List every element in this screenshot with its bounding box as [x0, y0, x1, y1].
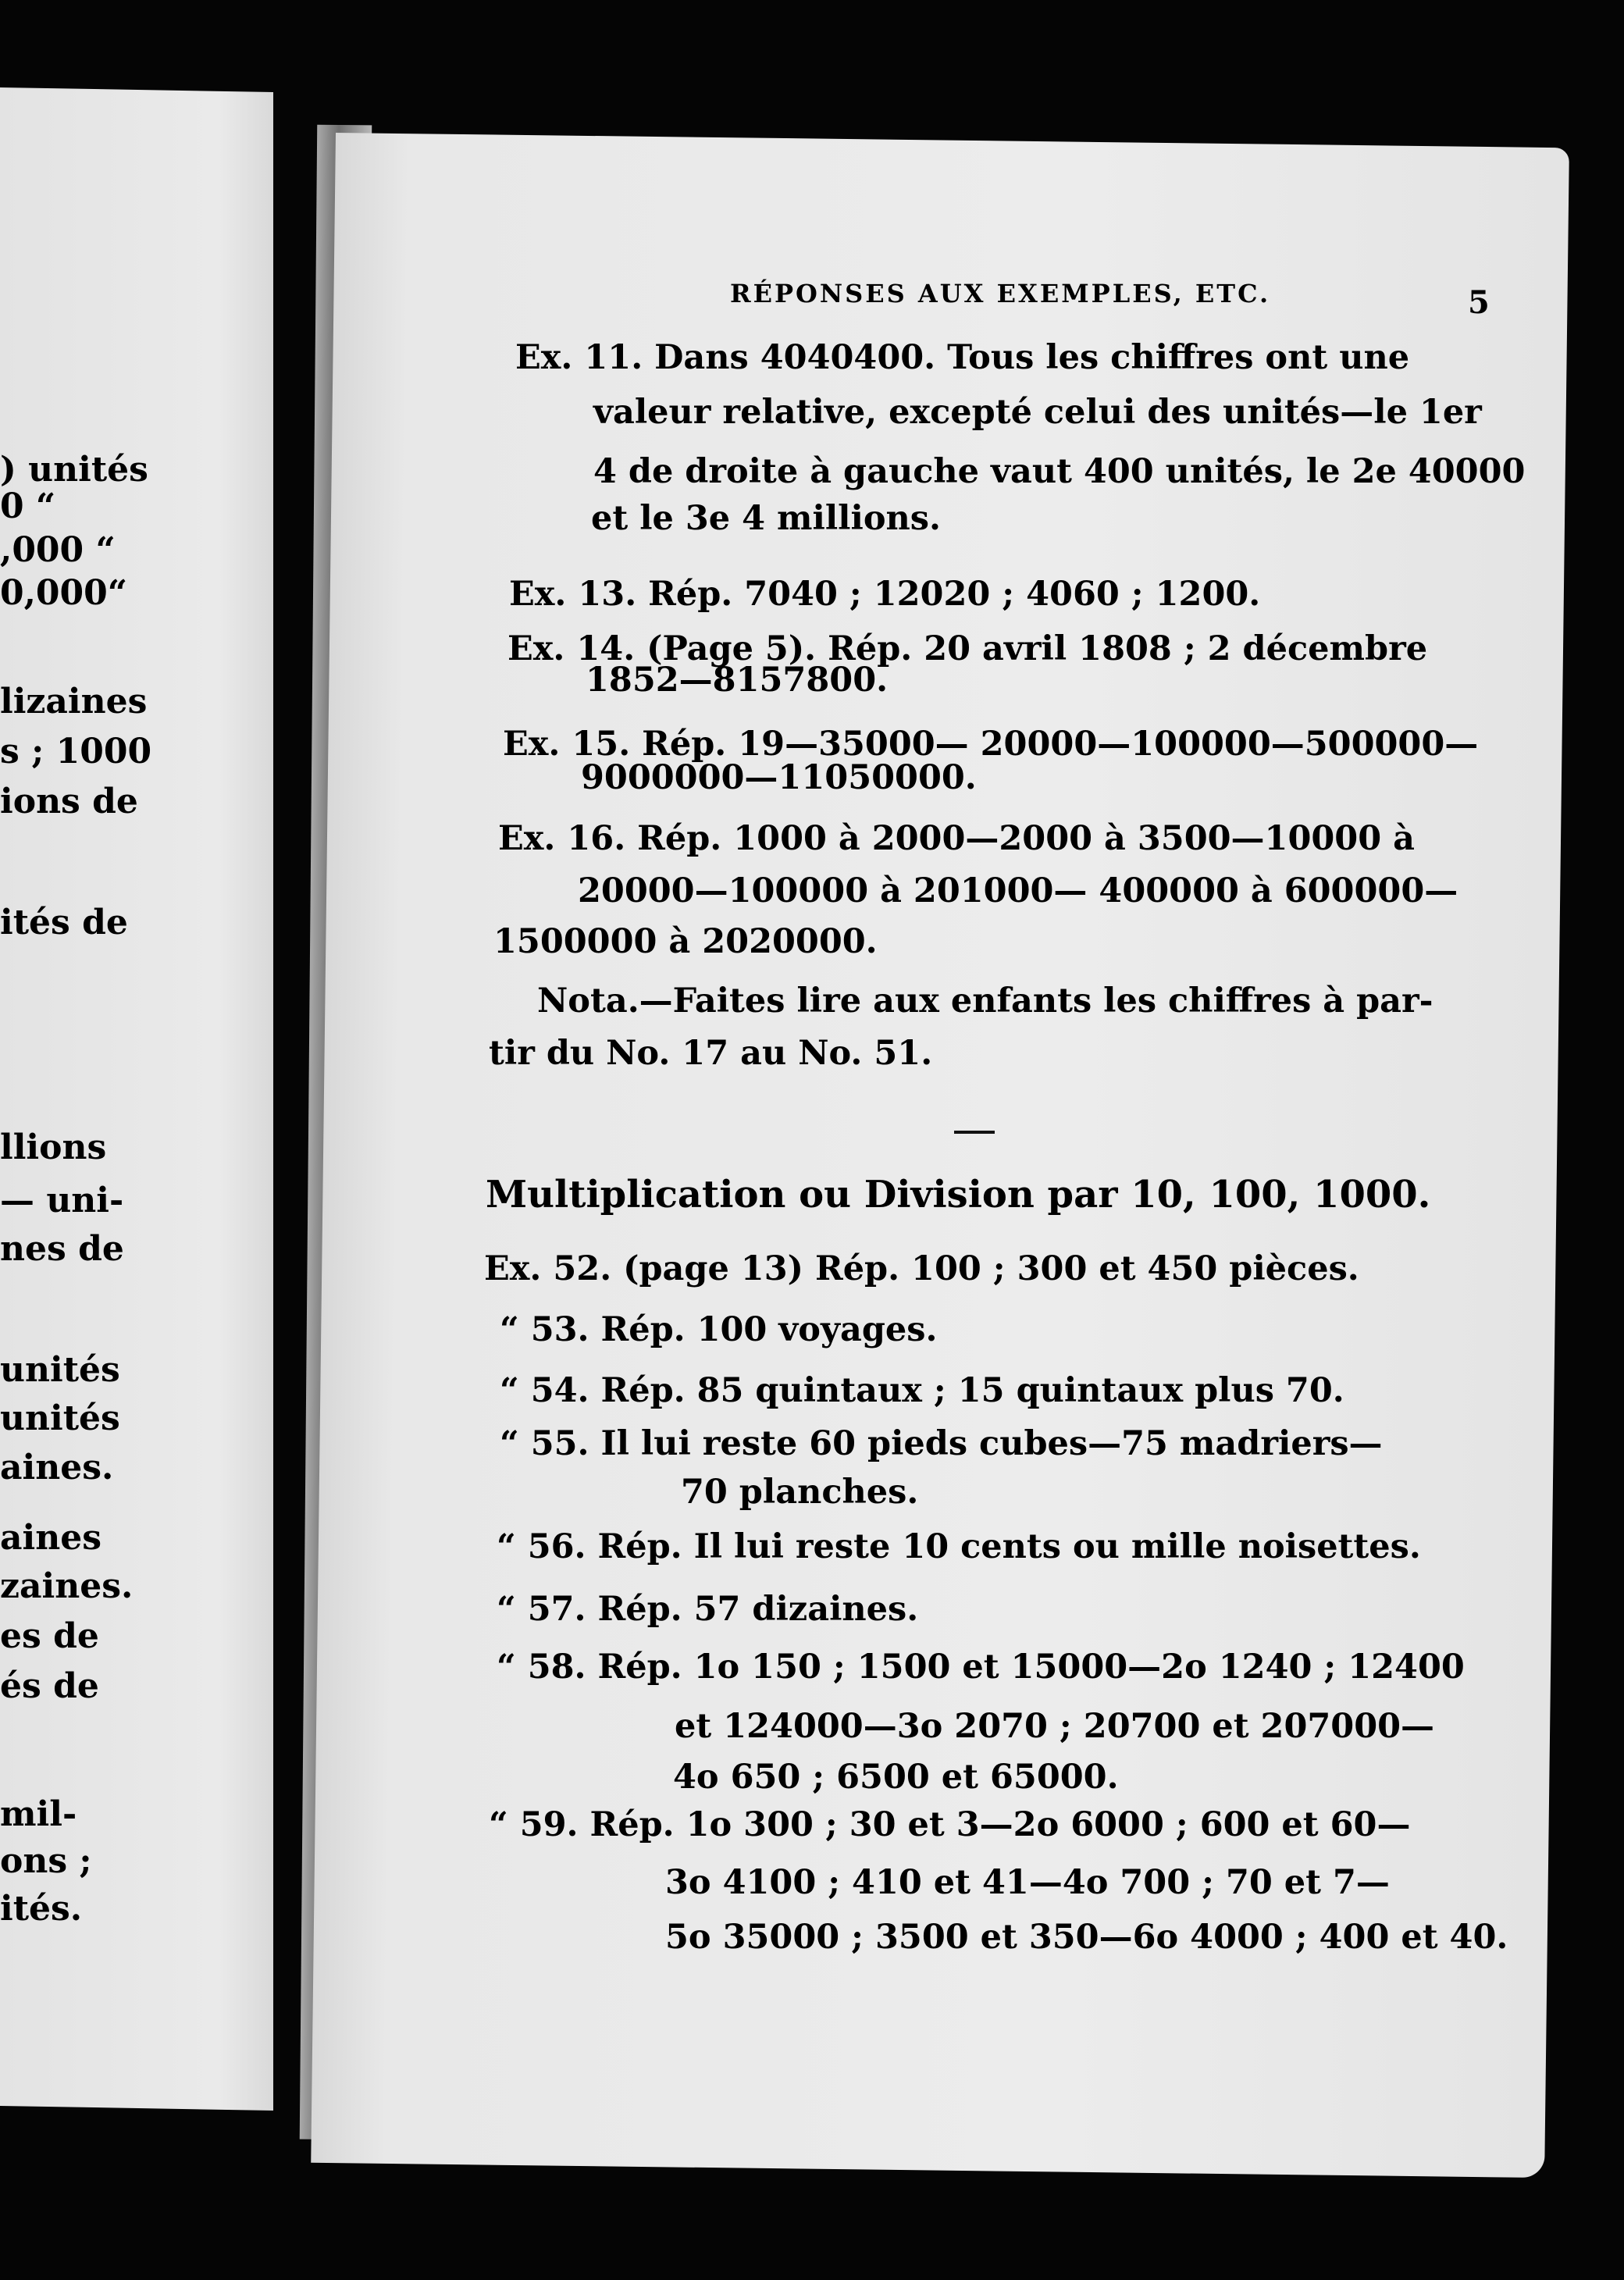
body-line: valeur relative, excepté celui des unités—le 1er: [593, 393, 1482, 432]
body-line: 9000000—11050000.: [581, 758, 977, 797]
left-fragment: zaines.: [0, 1566, 134, 1606]
answer-line: “ 58. Rép. 1o 150 ; 1500 et 15000—2o 1240 ; 12400: [497, 1648, 1465, 1687]
nota-line: Nota.—Faites lire aux enfants les chiffres à par-: [537, 981, 1433, 1021]
answer-line: 5o 35000 ; 3500 et 350—6o 4000 ; 400 et 40.: [665, 1918, 1508, 1957]
answer-line: 3o 4100 ; 410 et 41—4o 700 ; 70 et 7—: [665, 1863, 1390, 1902]
left-fragment: aines.: [0, 1448, 114, 1487]
left-fragment: es de: [0, 1616, 99, 1656]
answer-line: “ 59. Rép. 1o 300 ; 30 et 3—2o 6000 ; 600 et 60—: [489, 1805, 1411, 1844]
left-fragment: és de: [0, 1666, 99, 1706]
body-line: Ex. 14. (Page 5). Rép. 20 avril 1808 ; 2 décembre: [508, 629, 1428, 668]
left-fragment: mil-: [0, 1794, 77, 1834]
left-fragment: 0,000“: [0, 573, 128, 613]
left-fragment: — uni-: [0, 1181, 124, 1220]
nota-line: tir du No. 17 au No. 51.: [489, 1034, 933, 1073]
body-line: 4 de droite à gauche vaut 400 unités, le 2e 40000: [593, 452, 1526, 491]
left-fragment: ités de: [0, 903, 128, 942]
answer-line: Ex. 52. (page 13) Rép. 100 ; 300 et 450 pièces.: [484, 1249, 1359, 1288]
body-line: 20000—100000 à 201000— 400000 à 600000—: [578, 871, 1458, 910]
body-line: 1852—8157800.: [586, 661, 889, 700]
body-line: Ex. 16. Rép. 1000 à 2000—2000 à 3500—10000 à: [498, 819, 1415, 858]
left-fragment: unités: [0, 1350, 120, 1390]
running-title: RÉPONSES AUX EXEMPLES, ETC.: [730, 279, 1271, 308]
left-fragment: ons ;: [0, 1841, 92, 1881]
left-fragment: s ; 1000: [0, 732, 152, 771]
answer-line: 70 planches.: [681, 1473, 919, 1512]
left-fragment: llions: [0, 1128, 107, 1167]
left-fragment: ,000 “: [0, 530, 116, 570]
body-line: Ex. 15. Rép. 19—35000— 20000—100000—500000—: [503, 725, 1479, 764]
body-line: 1500000 à 2020000.: [493, 922, 878, 961]
left-fragment: unités: [0, 1398, 120, 1438]
left-fragment: nes de: [0, 1229, 124, 1269]
left-fragment: aines: [0, 1518, 102, 1558]
page-number: 5: [1468, 284, 1490, 321]
left-fragment: ions de: [0, 782, 138, 821]
answer-line: “ 57. Rép. 57 dizaines.: [497, 1590, 919, 1629]
left-fragment: ités.: [0, 1889, 83, 1929]
separator-rule: [954, 1131, 995, 1134]
answer-line: “ 55. Il lui reste 60 pieds cubes—75 madriers—: [500, 1424, 1383, 1463]
left-fragment: lizaines: [0, 682, 148, 721]
answer-line: et 124000—3o 2070 ; 20700 et 207000—: [675, 1707, 1435, 1746]
answer-line: “ 53. Rép. 100 voyages.: [500, 1310, 938, 1349]
answer-line: “ 54. Rép. 85 quintaux ; 15 quintaux plus 70.: [500, 1371, 1344, 1410]
section-title: Multiplication ou Division par 10, 100, 1000.: [486, 1173, 1431, 1217]
left-fragment: 0 “: [0, 486, 56, 526]
body-line: Ex. 13. Rép. 7040 ; 12020 ; 4060 ; 1200.: [509, 575, 1261, 614]
answer-line: “ 56. Rép. Il lui reste 10 cents ou mille noisettes.: [497, 1527, 1421, 1566]
answer-line: 4o 650 ; 6500 et 65000.: [673, 1758, 1119, 1797]
body-line: et le 3e 4 millions.: [591, 499, 941, 538]
left-fragment: ) unités: [0, 450, 148, 490]
body-line: Ex. 11. Dans 4040400. Tous les chiffres ont une: [515, 338, 1410, 377]
